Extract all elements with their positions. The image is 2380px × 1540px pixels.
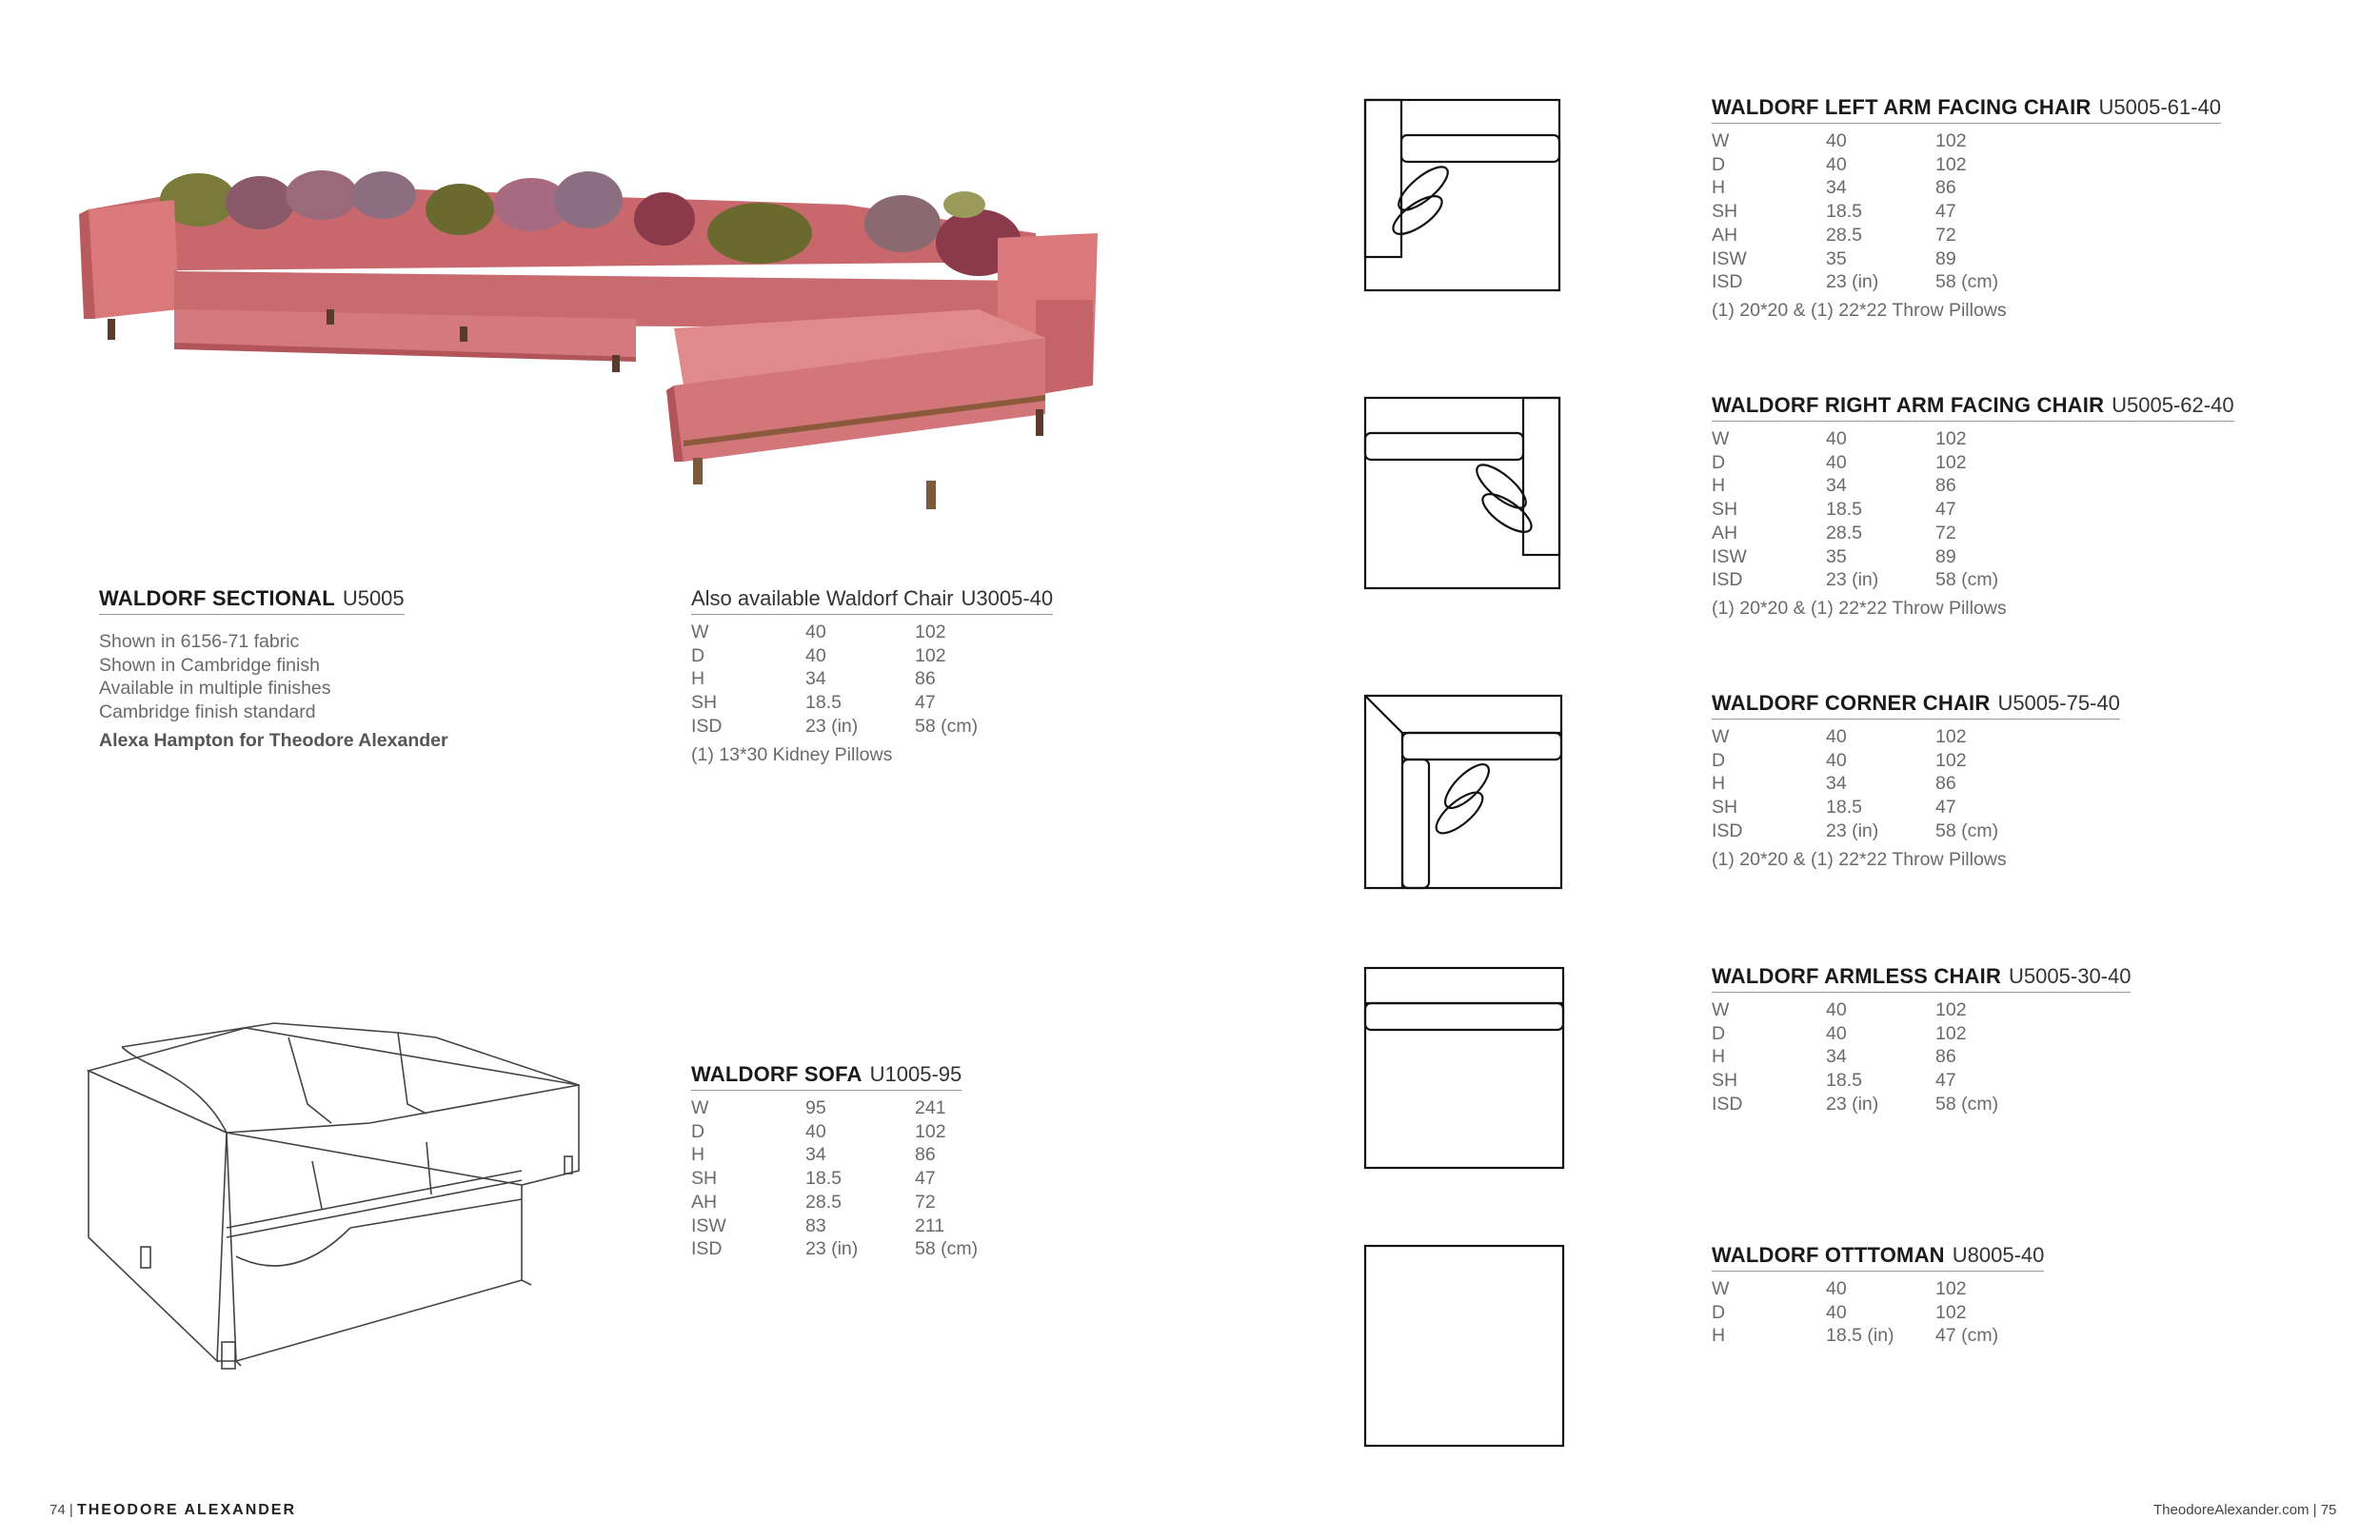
spec-row: [1712, 1093, 2131, 1116]
spec-inches: 35: [1826, 545, 1847, 567]
spec-inches: 23 (in): [805, 1238, 859, 1260]
chair-block-left-arm: [1712, 95, 2221, 322]
spec-label: W: [1712, 726, 1730, 747]
spec-inches: 34: [805, 668, 826, 690]
spec-inches: 40: [805, 1120, 826, 1142]
spec-row: [1712, 819, 2120, 843]
spec-label: H: [1712, 773, 1726, 795]
spec-row: [1712, 1022, 2131, 1046]
spec-row: [1712, 796, 2120, 819]
spec-row: [1712, 270, 2221, 294]
spec-inches: 18.5: [805, 692, 842, 714]
spec-row: [1712, 568, 2234, 592]
designer-credit: Alexa Hampton for Theodore Alexander: [99, 729, 448, 751]
spec-cm: 211: [915, 1214, 945, 1236]
spec-label: D: [1712, 153, 1726, 175]
spec-cm: 89: [1935, 545, 1956, 567]
spec-label: W: [691, 622, 709, 642]
spec-label: ISW: [691, 1214, 726, 1236]
chair-code: U5005-30-40: [2009, 964, 2132, 988]
spec-inches: 18.5: [1826, 499, 1862, 521]
spec-row: [1712, 176, 2221, 200]
spec-row: [1712, 998, 2131, 1022]
right-arm-diagram: [1364, 397, 1560, 589]
spec-label: AH: [1712, 522, 1738, 543]
spec-row: [1712, 772, 2120, 796]
spec-cm: 86: [1935, 475, 1956, 497]
spec-label: H: [691, 1144, 705, 1166]
spec-label: AH: [691, 1191, 718, 1213]
spec-label: D: [691, 1120, 705, 1142]
corner-diagram: [1364, 695, 1562, 889]
pillow-note: (1) 13*30 Kidney Pillows: [691, 743, 893, 765]
also-available-label: Also available Waldorf Chair: [691, 586, 954, 610]
spec-cm: 86: [1935, 1046, 1956, 1068]
spec-inches: 40: [1826, 451, 1847, 473]
spec-label: W: [691, 1097, 709, 1118]
pillow-note: (1) 20*20 & (1) 22*22 Throw Pillows: [1712, 848, 2007, 870]
spec-inches: 18.5 (in): [1826, 1325, 1894, 1347]
spec-inches: 40: [805, 644, 826, 666]
spec-cm: 58 (cm): [915, 1238, 979, 1260]
spec-cm: 47: [915, 1168, 936, 1190]
chair-block-corner: [1712, 691, 2120, 871]
spec-label: W: [1712, 428, 1730, 449]
spec-cm: 47: [1935, 1070, 1956, 1092]
spec-row: [691, 1191, 978, 1214]
chair-heading: [1712, 393, 2234, 422]
spec-label: SH: [1712, 499, 1738, 521]
description-line: Shown in 6156-71 fabric: [99, 631, 300, 652]
chair-title: WALDORF OTTTOMAN: [1712, 1243, 1945, 1267]
spec-cm: 102: [1935, 153, 1967, 175]
spec-inches: 23 (in): [1826, 569, 1879, 591]
spec-inches: 95: [805, 1097, 826, 1118]
sectional-description: [99, 630, 448, 724]
spec-row: [691, 1167, 978, 1191]
chair-code: U8005-40: [1952, 1243, 2045, 1267]
spec-table: [1712, 1277, 2044, 1348]
spec-row: [1712, 725, 2120, 749]
spec-row: [691, 644, 1053, 668]
armless-diagram: [1364, 967, 1564, 1169]
spec-cm: 89: [1935, 247, 1956, 269]
spec-label: H: [1712, 1046, 1726, 1068]
spec-row: [691, 1237, 978, 1261]
spec-row: [691, 1096, 978, 1120]
spec-cm: 241: [915, 1097, 946, 1118]
spec-cm: 86: [1935, 773, 1956, 795]
spec-label: D: [1712, 1301, 1726, 1323]
spec-label: ISD: [1712, 819, 1743, 841]
spec-label: H: [691, 668, 705, 690]
spec-inches: 40: [1826, 726, 1847, 747]
chair-heading: [1712, 95, 2221, 124]
spec-row: [691, 667, 1053, 691]
spec-cm: 58 (cm): [1935, 819, 1999, 841]
spec-inches: 23 (in): [1826, 271, 1879, 293]
spec-inches: 35: [1826, 247, 1847, 269]
spec-cm: 102: [915, 1120, 946, 1142]
spec-cm: 72: [1935, 224, 1956, 246]
footer-divider: |: [69, 1502, 77, 1518]
spec-cm: 102: [1935, 451, 1967, 473]
spec-label: ISW: [1712, 545, 1747, 567]
spec-row: [1712, 1324, 2044, 1348]
spec-inches: 40: [1826, 130, 1847, 151]
spec-row: [1712, 129, 2221, 153]
spec-label: ISW: [1712, 247, 1747, 269]
spec-inches: 18.5: [1826, 797, 1862, 819]
spec-cm: 102: [1935, 1022, 1967, 1044]
spec-inches: 23 (in): [1826, 819, 1879, 841]
spec-row: [1712, 247, 2221, 271]
spec-inches: 18.5: [805, 1168, 842, 1190]
spec-cm: 47: [1935, 499, 1956, 521]
sectional-title: WALDORF SECTIONAL: [99, 586, 335, 610]
spec-cm: 102: [1935, 726, 1967, 747]
spec-cm: 102: [1935, 749, 1967, 771]
also-available-heading: [691, 586, 1053, 615]
spec-inches: 40: [805, 622, 826, 642]
chair-block-right-arm: [1712, 393, 2234, 620]
chair-code: U5005-62-40: [2112, 393, 2234, 417]
spec-cm: 47 (cm): [1935, 1325, 1999, 1347]
spec-row: [1712, 545, 2234, 569]
spec-label: AH: [1712, 224, 1738, 246]
sofa-title: WALDORF SOFA: [691, 1062, 863, 1086]
page-number-right: 75: [2320, 1502, 2337, 1518]
spec-row: [1712, 1069, 2131, 1093]
spec-cm: 102: [1935, 428, 1967, 449]
spec-row: [691, 1143, 978, 1167]
spec-label: H: [1712, 177, 1726, 199]
spec-label: SH: [1712, 797, 1738, 819]
spec-inches: 28.5: [1826, 522, 1862, 543]
chair-block-ottoman: [1712, 1243, 2044, 1348]
sectional-photo: [84, 167, 1112, 528]
spec-label: SH: [691, 1168, 718, 1190]
spec-row: [1712, 1277, 2044, 1301]
spec-cm: 47: [915, 692, 936, 714]
footer-right: [2153, 1502, 2336, 1518]
also-available-code: U3005-40: [961, 586, 1054, 610]
spec-row: [1712, 200, 2221, 224]
description-line: Cambridge finish standard: [99, 701, 316, 723]
spec-cm: 72: [1935, 522, 1956, 543]
spec-cm: 102: [1935, 1278, 1967, 1299]
spec-inches: 40: [1826, 999, 1847, 1020]
spec-inches: 34: [1826, 177, 1847, 199]
left-arm-diagram: [1364, 99, 1560, 291]
spec-table: [1712, 427, 2234, 592]
spec-inches: 40: [1826, 749, 1847, 771]
chair-title: WALDORF LEFT ARM FACING CHAIR: [1712, 95, 2092, 119]
spec-inches: 34: [805, 1144, 826, 1166]
spec-cm: 86: [915, 668, 936, 690]
spec-label: ISD: [1712, 569, 1743, 591]
spec-row: [691, 691, 1053, 715]
spec-row: [1712, 474, 2234, 498]
chair-code: U5005-75-40: [1997, 691, 2120, 715]
spec-label: ISD: [691, 715, 723, 737]
spec-inches: 18.5: [1826, 1070, 1862, 1092]
spec-label: W: [1712, 130, 1730, 151]
spec-inches: 40: [1826, 1022, 1847, 1044]
spec-inches: 40: [1826, 1278, 1847, 1299]
spec-cm: 86: [1935, 177, 1956, 199]
sofa-block: [691, 1062, 978, 1261]
spec-inches: 40: [1826, 1301, 1847, 1323]
spec-label: ISD: [1712, 271, 1743, 293]
spec-row: [1712, 451, 2234, 475]
spec-table: [691, 1096, 978, 1261]
footer-left: [50, 1502, 296, 1519]
spec-cm: 47: [1935, 797, 1956, 819]
spec-cm: 102: [915, 644, 946, 666]
spec-row: [1712, 498, 2234, 522]
spec-row: [691, 1214, 978, 1238]
spec-inches: 40: [1826, 428, 1847, 449]
spec-cm: 102: [1935, 1301, 1967, 1323]
spec-inches: 83: [805, 1214, 826, 1236]
sectional-heading: [99, 586, 405, 615]
spec-inches: 34: [1826, 1046, 1847, 1068]
also-available-block: [691, 586, 1053, 766]
spec-row: [1712, 749, 2120, 773]
spec-label: SH: [1712, 201, 1738, 223]
sectional-block: [99, 586, 448, 752]
spec-label: D: [691, 644, 705, 666]
website-link[interactable]: TheodoreAlexander.com: [2153, 1502, 2310, 1518]
chair-heading: [1712, 1243, 2044, 1272]
spec-table: [1712, 725, 2120, 843]
pillow-note: (1) 20*20 & (1) 22*22 Throw Pillows: [1712, 299, 2007, 321]
spec-inches: 18.5: [1826, 201, 1862, 223]
description-line: Shown in Cambridge finish: [99, 654, 320, 676]
spec-inches: 34: [1826, 475, 1847, 497]
spec-cm: 47: [1935, 201, 1956, 223]
spec-inches: 34: [1826, 773, 1847, 795]
spec-row: [1712, 427, 2234, 451]
spec-label: D: [1712, 451, 1726, 473]
sofa-line-drawing: [84, 1018, 598, 1371]
spec-inches: 28.5: [1826, 224, 1862, 246]
pillow-note: (1) 20*20 & (1) 22*22 Throw Pillows: [1712, 597, 2007, 619]
chair-code: U5005-61-40: [2098, 95, 2221, 119]
spec-inches: 23 (in): [1826, 1093, 1879, 1115]
spec-label: ISD: [691, 1238, 723, 1260]
footer-divider: |: [2312, 1502, 2321, 1518]
description-line: Available in multiple finishes: [99, 678, 331, 700]
spec-table: [1712, 129, 2221, 294]
spec-inches: 40: [1826, 153, 1847, 175]
spec-row: [691, 1120, 978, 1144]
spec-row: [1712, 1301, 2044, 1325]
spec-inches: 23 (in): [805, 715, 859, 737]
spec-row: [1712, 153, 2221, 177]
spec-label: W: [1712, 1278, 1730, 1299]
spec-row: [1712, 1045, 2131, 1069]
chair-block-armless: [1712, 964, 2131, 1116]
page-number-left: 74: [50, 1502, 66, 1518]
spec-label: D: [1712, 749, 1726, 771]
spec-label: H: [1712, 475, 1726, 497]
spec-label: SH: [1712, 1070, 1738, 1092]
sectional-code: U5005: [342, 586, 405, 610]
spec-table: [1712, 998, 2131, 1116]
spec-cm: 58 (cm): [1935, 271, 1999, 293]
spec-row: [1712, 522, 2234, 545]
spec-cm: 102: [1935, 130, 1967, 151]
brand-name: THEODORE ALEXANDER: [76, 1502, 297, 1518]
spec-row: [691, 621, 1053, 644]
spec-row: [1712, 224, 2221, 247]
spec-cm: 72: [915, 1191, 936, 1213]
spec-inches: 28.5: [805, 1191, 842, 1213]
spec-label: SH: [691, 692, 718, 714]
spec-cm: 102: [1935, 999, 1967, 1020]
spec-label: W: [1712, 999, 1730, 1020]
chair-title: WALDORF CORNER CHAIR: [1712, 691, 1991, 715]
spec-cm: 58 (cm): [1935, 1093, 1999, 1115]
spec-table: [691, 621, 1053, 739]
spec-cm: 58 (cm): [1935, 569, 1999, 591]
spec-row: [691, 715, 1053, 739]
chair-title: WALDORF ARMLESS CHAIR: [1712, 964, 2002, 988]
spec-cm: 86: [915, 1144, 936, 1166]
sofa-code: U1005-95: [869, 1062, 962, 1086]
spec-cm: 58 (cm): [915, 715, 979, 737]
sofa-heading: [691, 1062, 962, 1091]
chair-heading: [1712, 691, 2120, 720]
ottoman-diagram: [1364, 1245, 1564, 1447]
spec-label: D: [1712, 1022, 1726, 1044]
spec-label: H: [1712, 1325, 1726, 1347]
spec-cm: 102: [915, 622, 946, 642]
chair-title: WALDORF RIGHT ARM FACING CHAIR: [1712, 393, 2105, 417]
spec-label: ISD: [1712, 1093, 1743, 1115]
chair-heading: [1712, 964, 2131, 993]
